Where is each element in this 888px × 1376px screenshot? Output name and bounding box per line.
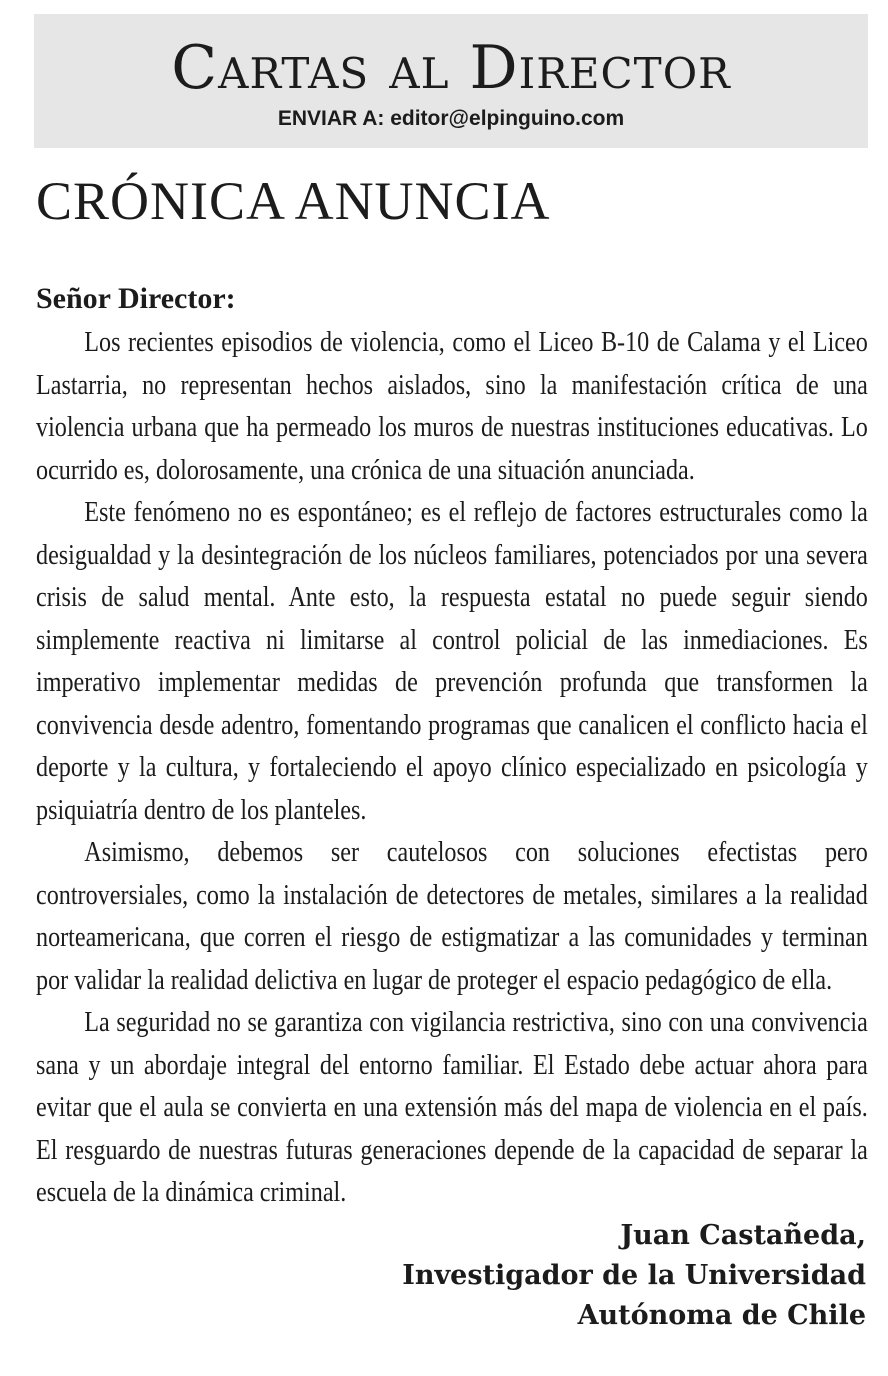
- letter-paragraph: Este fenómeno no es espontáneo; es el reflejo de factores estructurales como la desigualdad y la desintegración de los núcleos familiares, potenciados por una severa crisis de salud mental. Ante esto, la respuesta estatal no puede seguir siendo simplemente reactiva ni limitarse al control policial de las inmediaciones. Es imperativo implementar medidas de prevención profunda que transformen la convivencia desde adentro, fomentando programas que canalicen el conflicto hacia el deporte y la cultura, y fortaleciendo el apoyo clínico especializado en psicología y psiquiatría dentro de los planteles.: [36, 497, 868, 826]
- send-to-email: ENVIAR A: editor@elpinguino.com: [277, 107, 625, 130]
- signature-name: Juan Castañeda,: [620, 1220, 866, 1251]
- letter-body: [36, 322, 868, 1215]
- section-header: [34, 14, 868, 148]
- signature-title-line2: Autónoma de Chile: [577, 1300, 866, 1331]
- section-title: Cartas al Director: [171, 33, 731, 103]
- letter-paragraph: Asimismo, debemos ser cautelosos con soluciones efectistas pero controversiales, como la instalación de detectores de metales, similares a la realidad norteamericana, que corren el riesgo de estigmatizar a las comunidades y terminan por validar la realidad delictiva en lugar de proteger el espacio pedagógico de ella.: [36, 837, 868, 996]
- letter-salutation: Señor Director:: [36, 282, 236, 315]
- signature-title-line1: Investigador de la Universidad: [402, 1260, 866, 1291]
- article-headline: CRÓNICA ANUNCIA: [36, 171, 551, 231]
- letter-signature: [402, 1216, 866, 1336]
- letter-paragraph: Los recientes episodios de violencia, como el Liceo B-10 de Calama y el Liceo Lastarria, no representan hechos aislados, sino la manifestación crítica de una violencia urbana que ha permeado los muros de nuestras instituciones educativas. Lo ocurrido es, dolorosamente, una crónica de una situación anunciada.: [36, 327, 868, 486]
- letter-paragraph: La seguridad no se garantiza con vigilancia restrictiva, sino con una convivencia sana y un abordaje integral del entorno familiar. El Estado debe actuar ahora para evitar que el aula se convierta en una extensión más del mapa de violencia en el país. El resguardo de nuestras futuras generaciones depende de la capacidad de separar la escuela de la dinámica criminal.: [36, 1007, 868, 1208]
